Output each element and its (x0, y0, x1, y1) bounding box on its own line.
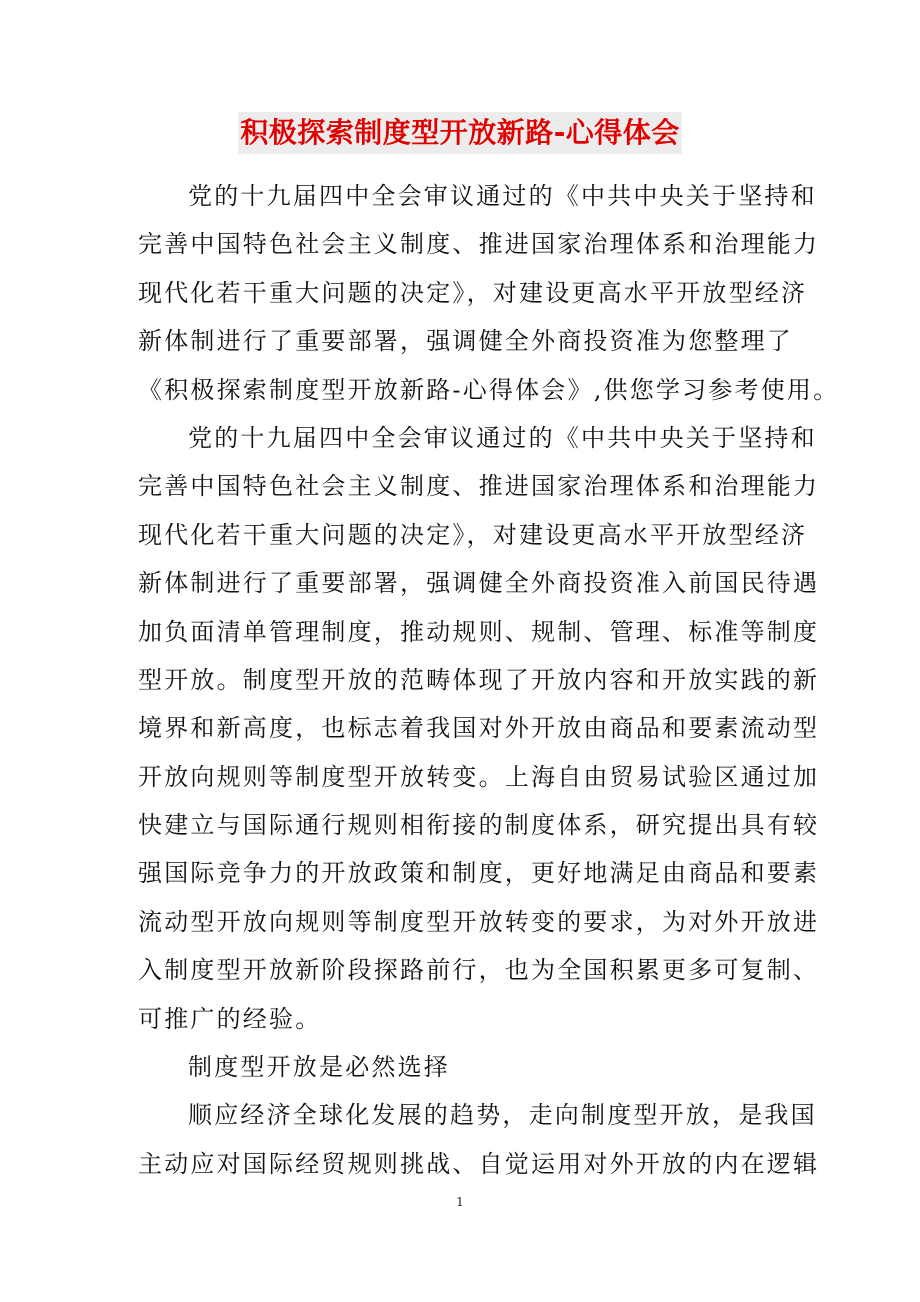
document-title: 积极探索制度型开放新路-心得体会 (238, 112, 682, 154)
paragraph-line: 现代化若干重大问题的决定》，对建设更高水平开放型经济 (138, 520, 808, 549)
paragraph-line: 加负面清单管理制度，推动规则、规制、管理、标准等制度 (138, 617, 820, 646)
title-container (0, 112, 920, 154)
paragraph-line: 强国际竞争力的开放政策和制度，更好地满足由商品和要素 (138, 859, 820, 888)
paragraph-line: 境界和新高度，也标志着我国对外开放由商品和要素流动型 (138, 714, 820, 743)
paragraph-line: 入制度型开放新阶段探路前行，也为全国积累更多可复制、 (138, 956, 820, 985)
paragraph-line: 快建立与国际通行规则相衔接的制度体系，研究提出具有较 (138, 811, 820, 840)
paragraph-line: 完善中国特色社会主义制度、推进国家治理体系和治理能力 (138, 230, 820, 259)
paragraph-line: 型开放。制度型开放的范畴体现了开放内容和开放实践的新 (138, 665, 820, 694)
paragraph-line: 《积极探索制度型开放新路-心得体会》,供您学习参考使用。 (138, 375, 840, 404)
paragraph-line: 新体制进行了重要部署，强调健全外商投资准为您整理了 (138, 327, 793, 356)
document-body (138, 172, 840, 1188)
paragraph-line: 完善中国特色社会主义制度、推进国家治理体系和治理能力 (138, 472, 820, 501)
paragraph-line: 现代化若干重大问题的决定》，对建设更高水平开放型经济 (138, 278, 808, 307)
page-number: 1 (456, 1195, 464, 1209)
paragraph-line: 主动应对国际经贸规则挑战、自觉运用对外开放的内在逻辑 (138, 1149, 820, 1178)
paragraph-line: 可推广的经验。 (138, 1004, 322, 1033)
paragraph-line: 流动型开放向规则等制度型开放转变的要求，为对外开放进 (138, 907, 820, 936)
section-heading: 制度型开放是必然选择 (188, 1053, 450, 1082)
paragraph-line: 新体制进行了重要部署，强调健全外商投资准入前国民待遇 (138, 569, 820, 598)
paragraph-line: 开放向规则等制度型开放转变。上海自由贸易试验区通过加 (138, 762, 820, 791)
paragraph-line: 党的十九届四中全会审议通过的《中共中央关于坚持和 (188, 423, 817, 452)
paragraph-line: 顺应经济全球化发展的趋势，走向制度型开放，是我国 (188, 1101, 817, 1130)
paragraph-line: 党的十九届四中全会审议通过的《中共中央关于坚持和 (188, 182, 817, 210)
